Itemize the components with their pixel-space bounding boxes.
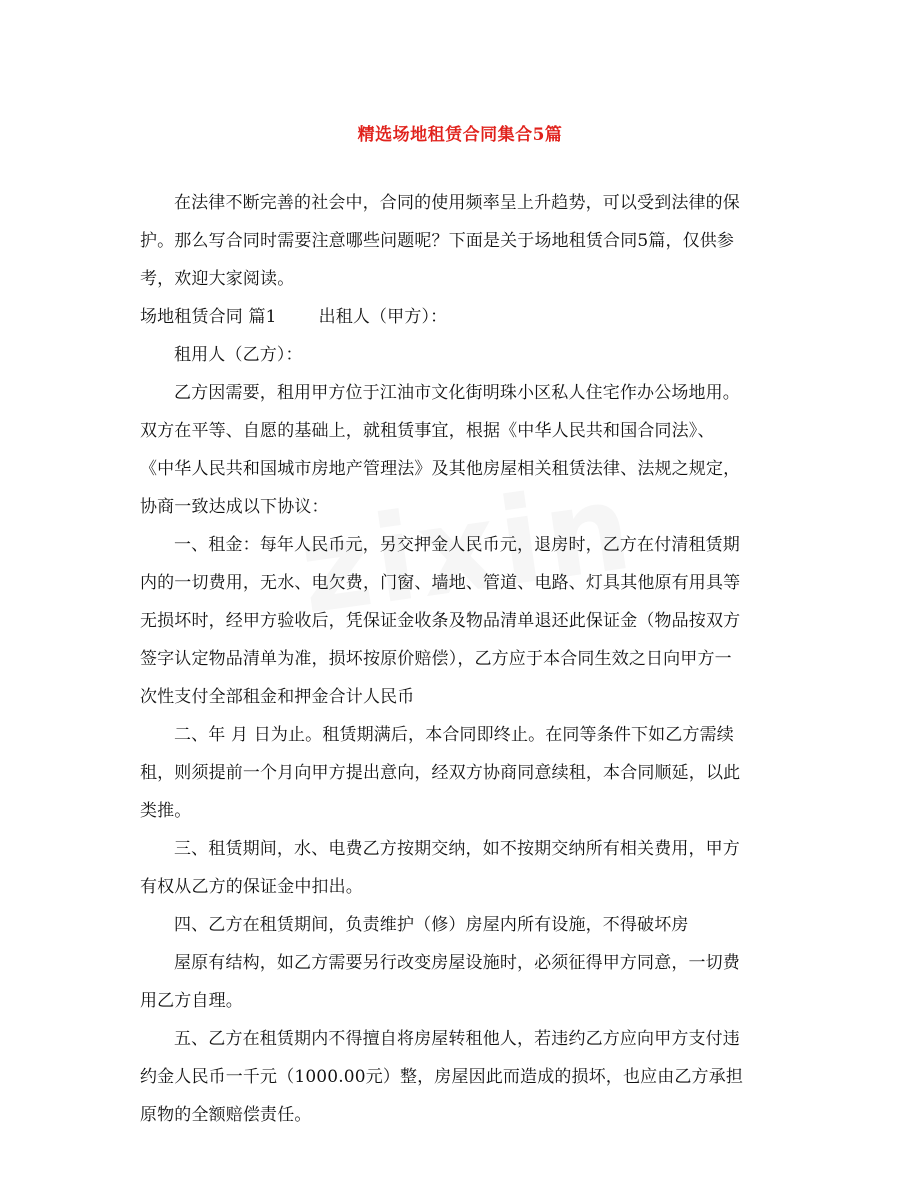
paragraph-line: 考，欢迎大家阅读。 — [140, 269, 295, 289]
paragraph-line: 护。那么写合同时需要注意哪些问题呢？下面是关于场地租赁合同5篇，仅供参 — [140, 231, 735, 251]
paragraph-line: 类推。 — [140, 801, 192, 821]
paragraph-line: 次性支付全部租金和押金合计人民币 — [140, 687, 415, 707]
paragraph-line: 协商一致达成以下协议： — [140, 497, 329, 517]
paragraph-line: 租用人（乙方）： — [174, 345, 303, 365]
paragraph-line: 原物的全额赔偿责任。 — [140, 1105, 312, 1125]
paragraph-line: 五、乙方在租赁期内不得擅自将房屋转租他人，若违约乙方应向甲方支付违 — [174, 1029, 740, 1049]
paragraph-line: 《中华人民共和国城市房地产管理法》及其他房屋相关租赁法律、法规之规定， — [140, 459, 741, 479]
document-body — [140, 184, 780, 1134]
paragraph-line: 四、乙方在租赁期间，负责维护（修）房屋内所有设施，不得破坏房 — [174, 915, 689, 935]
section-heading-line — [140, 298, 780, 336]
paragraph-line: 屋原有结构，如乙方需要另行改变房屋设施时，必须征得甲方同意，一切费 — [174, 953, 740, 973]
document-title: 精选场地租赁合同集合5篇 — [357, 125, 563, 145]
paragraph-line: 签字认定物品清单为准，损坏按原价赔偿），乙方应于本合同生效之日向甲方一 — [140, 649, 732, 669]
lessor-label: 出租人（甲方）： — [318, 307, 448, 327]
paragraph-line: 内的一切费用，无水、电欠费，门窗、墙地、管道、电路、灯具其他原有用具等 — [140, 573, 741, 593]
paragraph-line: 无损坏时，经甲方验收后，凭保证金收条及物品清单退还此保证金（物品按双方 — [140, 611, 741, 631]
paragraph-line: 一、租金：每年人民币元，另交押金人民币元，退房时，乙方在付清租赁期 — [174, 535, 740, 555]
paragraph-line: 三、租赁期间，水、电费乙方按期交纳，如不按期交纳所有相关费用，甲方 — [174, 839, 740, 859]
paragraph-line: 有权从乙方的保证金中扣出。 — [140, 877, 363, 897]
paragraph-line: 用乙方自理。 — [140, 991, 243, 1011]
section-heading: 场地租赁合同 篇1 — [140, 307, 277, 327]
paragraph-line: 双方在平等、自愿的基础上，就租赁事宜，根据《中华人民共和国合同法》、 — [140, 421, 715, 441]
paragraph-line: 约金人民币一千元（1000.00元）整，房屋因此而造成的损坏，也应由乙方承担 — [140, 1067, 743, 1087]
paragraph-line: 二、年 月 日为止。租赁期满后，本合同即终止。在同等条件下如乙方需续 — [174, 725, 734, 745]
paragraph-line: 在法律不断完善的社会中，合同的使用频率呈上升趋势，可以受到法律的保 — [174, 193, 740, 213]
paragraph-line: 乙方因需要，租用甲方位于江油市文化街明珠小区私人住宅作办公场地用。 — [174, 383, 740, 403]
paragraph-line: 租，则须提前一个月向甲方提出意向，经双方协商同意续租，本合同顺延，以此 — [140, 763, 741, 783]
